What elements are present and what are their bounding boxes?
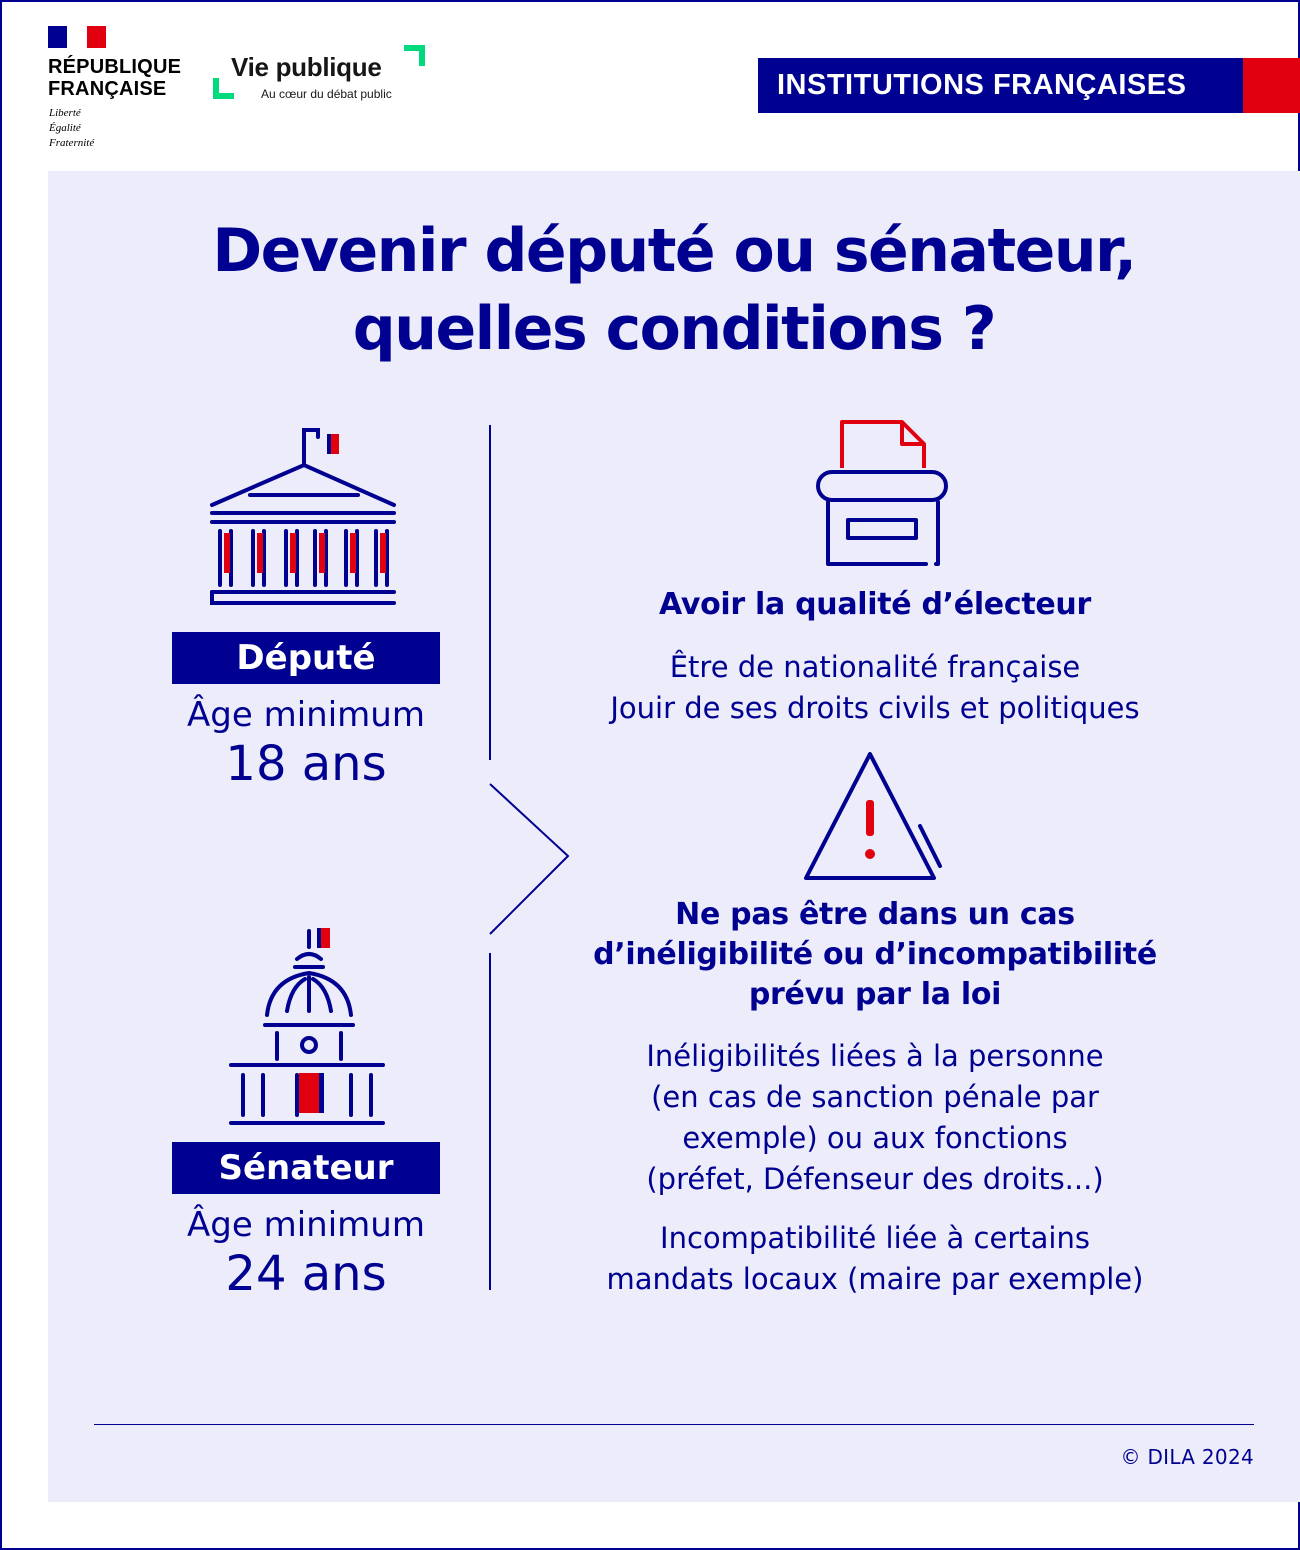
- condition2-heading-line3: prévu par la loi: [748, 977, 1002, 1012]
- paragraph1-line3: exemple) ou aux fonctions: [682, 1121, 1068, 1155]
- main-panel: [48, 171, 1300, 1502]
- condition1-line2: Jouir de ses droits civils et politiques: [610, 691, 1140, 725]
- senateur-label: Sénateur: [172, 1142, 440, 1194]
- condition2-paragraph2: [560, 1218, 1190, 1300]
- depute-age-value: 18 ans: [225, 736, 387, 792]
- senateur-age-value: 24 ans: [225, 1246, 387, 1302]
- republique-francaise-logo: [48, 56, 181, 100]
- paragraph2-line2: mandats locaux (maire par exemple): [606, 1262, 1144, 1296]
- divider-top: [489, 425, 491, 760]
- motto-egalite: Égalité: [49, 122, 81, 134]
- condition2-heading-line1: Ne pas être dans un cas: [675, 897, 1075, 932]
- condition2-heading-line2: d’inéligibilité ou d’incompatibilité: [593, 937, 1157, 972]
- title-line1: Devenir député ou sénateur,: [212, 216, 1136, 286]
- republique-line1: RÉPUBLIQUE: [48, 56, 182, 78]
- depute-label: Député: [172, 632, 440, 684]
- paragraph1-line2: (en cas de sanction pénale par: [651, 1080, 1099, 1114]
- motto-liberte: Liberté: [49, 107, 81, 119]
- category-banner-accent: [1243, 58, 1300, 113]
- category-banner: INSTITUTIONS FRANÇAISES: [758, 58, 1243, 113]
- page-title: [48, 212, 1300, 368]
- senate-dome-icon: [225, 925, 390, 1130]
- vie-publique-title: Vie publique: [231, 52, 382, 82]
- vie-publique-tagline: Au cœur du débat public: [261, 87, 392, 101]
- copyright: © DILA 2024: [1120, 1445, 1254, 1469]
- ballot-box-icon: [814, 418, 954, 570]
- paragraph1-line4: (préfet, Défenseur des droits...): [646, 1162, 1104, 1196]
- condition2-paragraph1: [560, 1036, 1190, 1200]
- depute-age-label: Âge minimum: [187, 695, 425, 735]
- footer-divider: [94, 1424, 1254, 1425]
- condition1-heading: Avoir la qualité d’électeur: [659, 587, 1091, 622]
- french-flag-logo: [48, 26, 106, 48]
- condition2-heading: [560, 895, 1190, 1015]
- title-line2: quelles conditions ?: [352, 294, 996, 364]
- condition1-line1: Être de nationalité française: [669, 650, 1081, 684]
- assembly-building-icon: [200, 425, 410, 610]
- paragraph1-line1: Inéligibilités liées à la personne: [646, 1039, 1104, 1073]
- warning-icon: [802, 750, 944, 885]
- motto-fraternite: Fraternité: [49, 137, 95, 149]
- senateur-age-label: Âge minimum: [187, 1205, 425, 1245]
- condition1-text: [560, 647, 1190, 729]
- motto: [49, 106, 94, 151]
- republique-line2: FRANÇAISE: [48, 78, 167, 100]
- paragraph2-line1: Incompatibilité liée à certains: [660, 1221, 1090, 1255]
- divider-bottom: [489, 953, 491, 1290]
